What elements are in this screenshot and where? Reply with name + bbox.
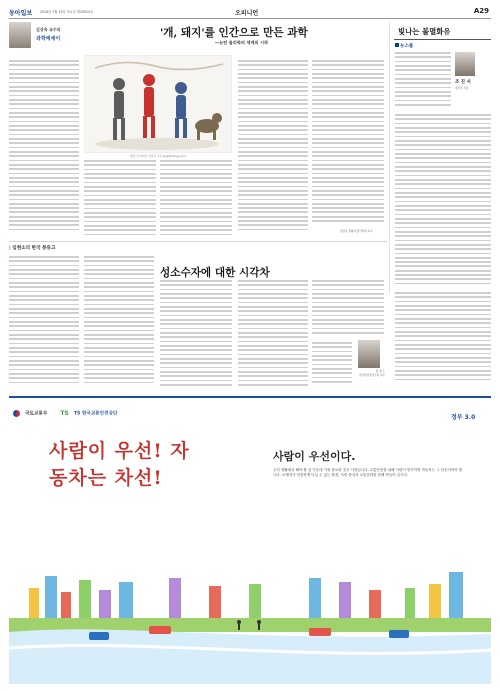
ministry-logo-icon [13, 410, 20, 417]
ad-body: 우리 생활에서 해야 할 일 가운데 가장 중요한 것은 사람입니다. 교통안전을 위해 사람이 먼저이며 자동차는 그 다음이어야 합니다. 보행자가 안전하게 다닐 수 있는 환경, 사람 중심의 교통문화를 함께 만들어 갑시다. [273, 468, 463, 478]
ts-logo-icon: TS [60, 410, 69, 417]
article2-body-col4 [238, 280, 308, 390]
newsroom-label-text: 뉴스룸 [400, 44, 414, 49]
column2-headline: 성소수자에 대한 시각차 [160, 267, 270, 279]
ad-brand1: 국토교통부 [25, 411, 48, 417]
column1-subhead: ―뉴턴 물리학의 세계의 시작 [215, 40, 269, 45]
sidebar-title-rule [394, 39, 491, 40]
page-header [9, 8, 491, 18]
ad-brand2: TS 한국교통안전공단 [73, 411, 118, 417]
section-name: 오피니언 [235, 10, 259, 17]
article1-body-col4 [238, 60, 308, 238]
sidebar-author-name: 조 진 서 [455, 80, 471, 85]
header-rule [9, 18, 491, 19]
article1-body-col2 [84, 160, 156, 238]
article1-illustration [84, 55, 232, 153]
section-divider [9, 241, 387, 242]
advertisement[interactable] [9, 396, 491, 684]
column2-series-label: 임현소의 한국 풍류고 [12, 246, 56, 251]
series-name: 과학에세이 [36, 36, 61, 42]
column1-headline: '개, 돼지'를 인간으로 만든 과학 [160, 27, 308, 39]
sidebar-author-photo [455, 52, 475, 76]
sidebar-divider [389, 22, 390, 294]
sidebar-title: 빛나는 불멸화유 [398, 27, 451, 36]
article1-byline: 김상욱 경희대 물리학과 교수 [340, 230, 373, 233]
column2-series [9, 245, 55, 251]
illustration-figures [85, 56, 232, 153]
article2-body-col2 [84, 256, 154, 390]
newsroom-marker-icon [395, 43, 399, 47]
article1-body-col5 [312, 60, 384, 230]
dateline: 2018년 7월 19일 목요일 제29524호 [40, 10, 94, 14]
author-photo [9, 22, 31, 48]
article1-body-col1 [9, 60, 79, 238]
article1-body-col3 [160, 160, 232, 238]
column2-marker-icon: | [9, 246, 11, 251]
gov3-logo [451, 404, 485, 420]
sidebar-body-lower [395, 292, 491, 388]
newsroom-label [395, 43, 413, 49]
author-name: 김상욱 교수의 [36, 27, 61, 32]
ad-slogan-left: 사람이 우선! 자동차는 차선! [49, 440, 190, 489]
sidebar-body [395, 114, 491, 290]
column2-byline: 임 현 소 한국학중앙연구원 교수 [359, 370, 385, 377]
article2-body-col5 [312, 280, 384, 338]
ad-slogan-right: 사람이 우선이다. [273, 450, 356, 463]
page-number: A29 [473, 7, 489, 15]
ad-brand-row [13, 403, 117, 422]
masthead: 동아일보 [9, 10, 33, 17]
column2-author-photo [358, 340, 380, 368]
illustration-caption: 일러스트레이션 김상욱 교수 asap@donga.com [130, 155, 186, 158]
sidebar-author-title: 정치부 차장 [455, 87, 469, 90]
author-badge [9, 22, 77, 52]
article2-body-col3 [160, 280, 232, 390]
gov3-logo-text: 정부 3.0 [451, 414, 476, 421]
sidebar-body-top [395, 52, 451, 112]
article2-body-col1 [9, 256, 79, 390]
ad-city-illustration [9, 548, 491, 684]
article2-body-col5b [312, 342, 352, 390]
